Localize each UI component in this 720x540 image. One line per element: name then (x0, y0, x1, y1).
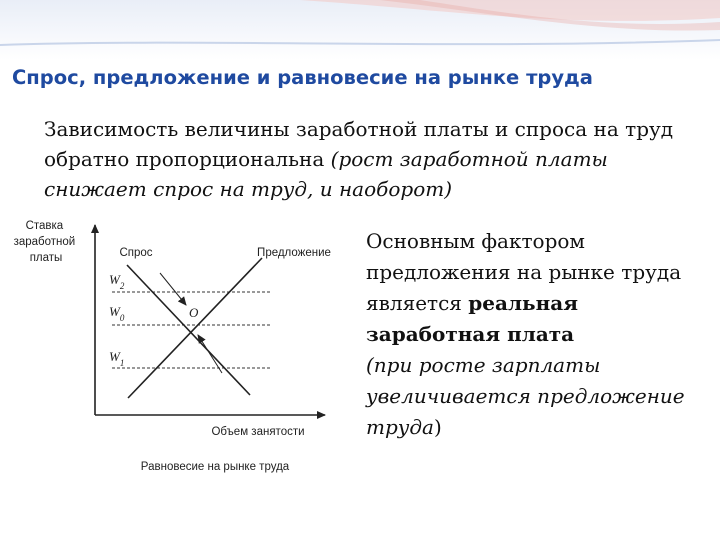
supply-factor-text: Основным фактором предложения на рынке труда является (366, 229, 682, 315)
y-axis-label-line-2: заработной (13, 236, 76, 248)
supply-factor-tail: ) (433, 415, 442, 439)
wage-label-w1 (109, 349, 124, 368)
supply-curve (128, 258, 262, 398)
demand-label: Спрос (119, 247, 153, 259)
intro-paragraph (44, 114, 694, 204)
banner-decoration (0, 0, 720, 60)
x-axis-label: Объем занятости (211, 426, 305, 438)
equilibrium-label: O (189, 305, 199, 320)
intro-italic-text: (рост заработной платы снижает спрос на труд, и наоборот) (44, 147, 608, 201)
header-banner (0, 0, 720, 60)
wage-label-w0-letter: W (109, 304, 120, 319)
supply-factor-italic-text: (при росте зарплаты увеличивается предложение труда (366, 353, 685, 439)
real-wage-bold-text: реальная заработная плата (366, 291, 578, 346)
wage-label-w1-sub: 1 (119, 358, 125, 368)
wage-label-w2-letter: W (109, 272, 120, 287)
demand-curve (127, 265, 250, 395)
graph-caption: Равновесие на рынке труда (140, 461, 290, 473)
adjustment-arrow-upper (160, 273, 186, 305)
wage-label-w1-letter: W (109, 349, 120, 364)
y-axis-label (14, 220, 79, 264)
supply-label: Предложение (257, 247, 331, 259)
wage-label-w2-sub: 2 (119, 281, 125, 291)
adjustment-arrow-lower (198, 335, 222, 373)
wage-label-w2 (109, 272, 125, 291)
intro-text: Зависимость величины заработной платы и спроса на труд обратно пропорциональна (44, 117, 674, 171)
slide-title: Спрос, предложение и равновесие на рынке труда (12, 66, 593, 89)
labor-market-graph-svg (0, 205, 350, 480)
wage-label-w0-sub: 0 (119, 313, 125, 323)
y-axis-label-line-1: Ставка (25, 220, 64, 232)
supply-factor-paragraph (366, 226, 696, 443)
labor-market-graph (0, 205, 350, 480)
y-axis-label-line-3: платы (29, 252, 63, 264)
wage-label-w0 (109, 304, 125, 323)
